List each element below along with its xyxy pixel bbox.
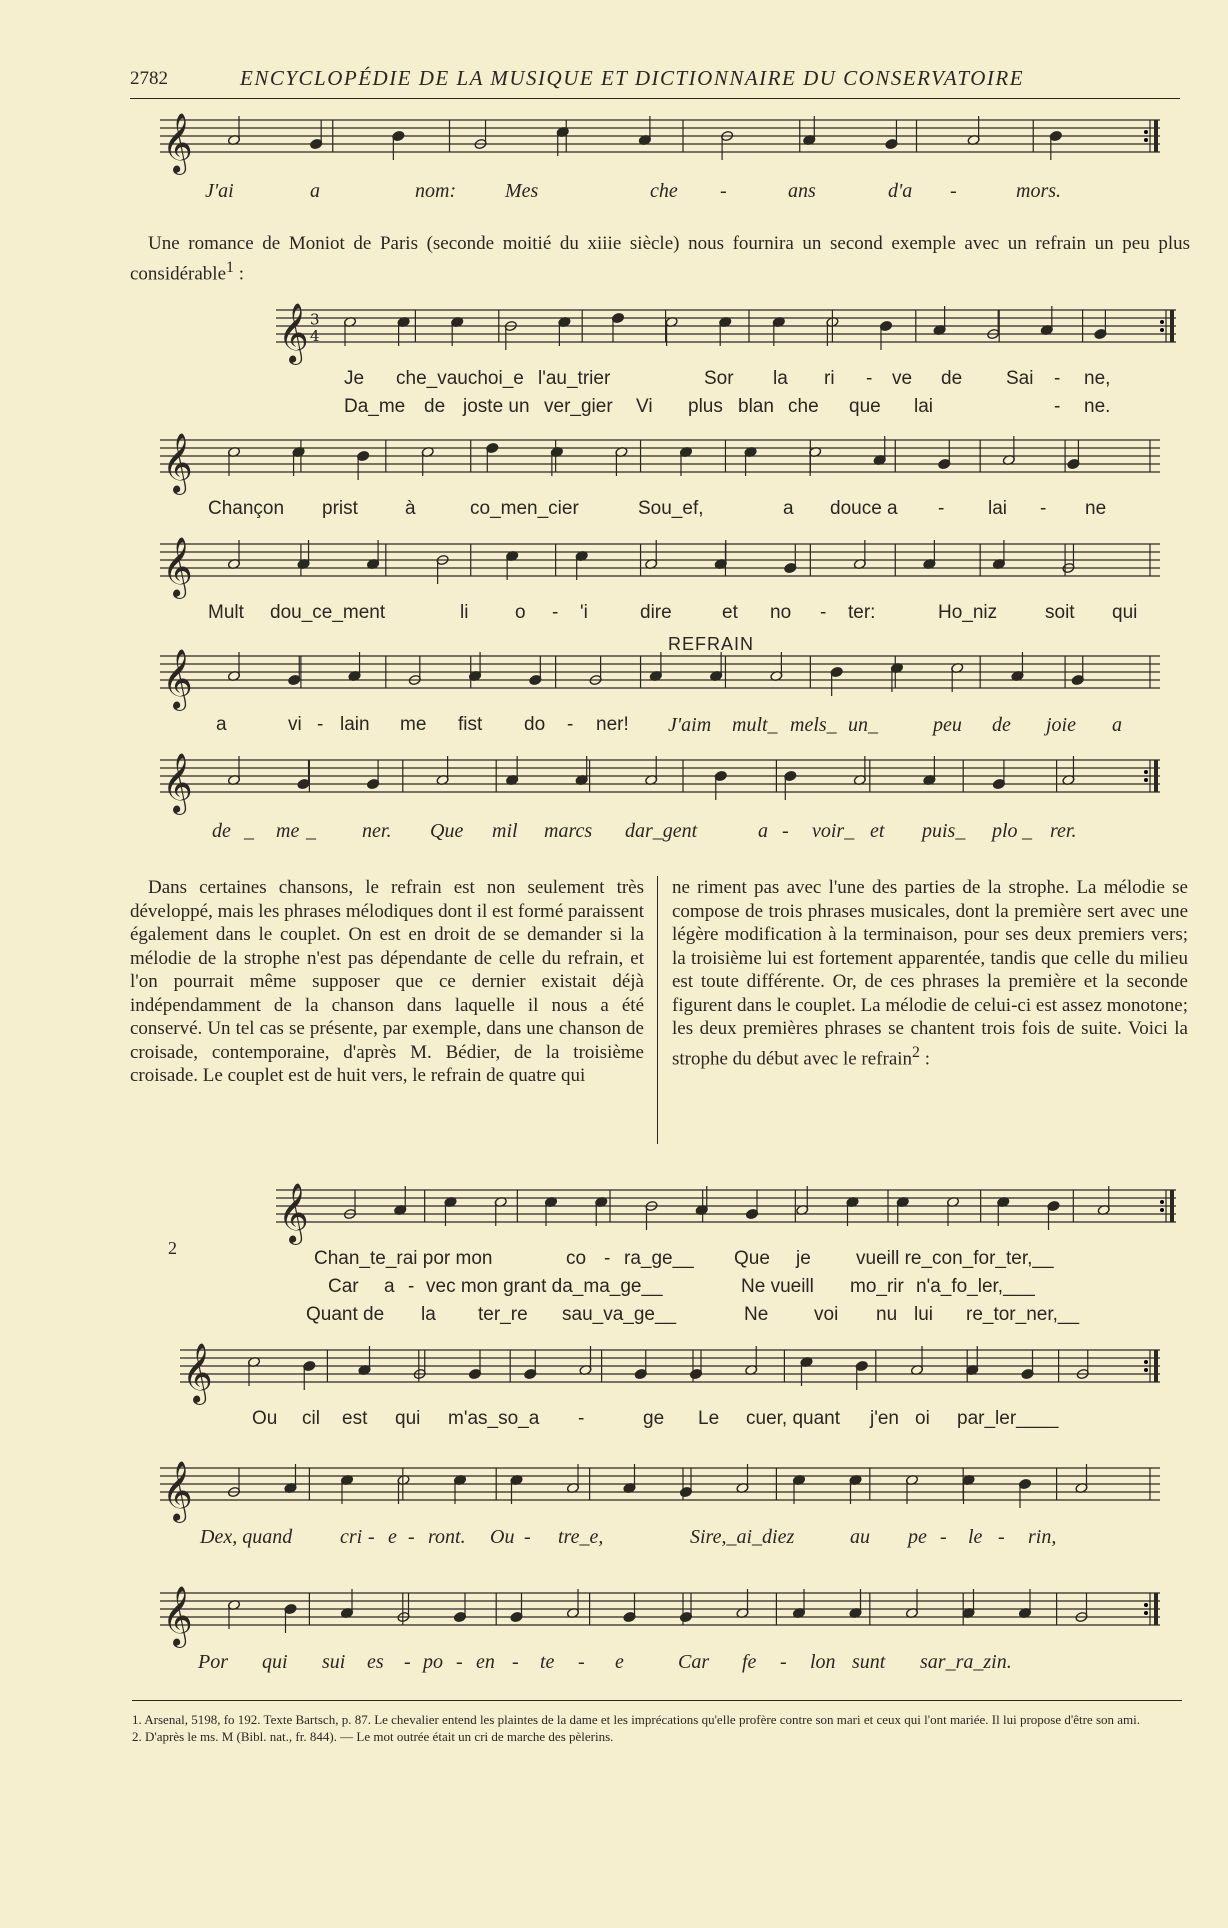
staff-system [160, 536, 1160, 596]
lyric-syllable: - [720, 180, 727, 202]
treble-clef-icon: 𝄞 [162, 433, 193, 493]
lyric-syllable: prist [322, 498, 358, 519]
lyric-syllable: Le [698, 1408, 720, 1429]
lyric-syllable: - [950, 180, 957, 202]
lyric-syllable: ne. [1084, 396, 1111, 417]
lyric-syllable: cil [302, 1408, 320, 1429]
lyric-syllable: dar_gent [625, 820, 698, 842]
repeat-dot [1144, 1603, 1148, 1607]
lyric-syllable: - [578, 1408, 585, 1429]
lyric-syllable: que [849, 396, 881, 417]
lyric-syllable: en [476, 1651, 495, 1673]
lyric-syllable: - [524, 1526, 531, 1548]
lyric-syllable: Sire,_ai_diez [690, 1526, 795, 1548]
staff-system [276, 302, 1176, 362]
lyric-syllable: - [408, 1526, 415, 1548]
lyric-syllable: et [870, 820, 885, 842]
lyric-syllable: sunt [852, 1651, 886, 1673]
lyric-syllable: Ou [490, 1526, 515, 1548]
lyric-syllable: à [405, 498, 416, 519]
lyric-syllable: ter_re [478, 1304, 528, 1325]
lyric-syllable: ne, [1084, 368, 1111, 389]
lyric-syllable: vueill re_con_for_ter,__ [856, 1248, 1054, 1269]
lyric-syllable: j'en [870, 1408, 899, 1429]
lyric-syllable: o [515, 602, 526, 623]
lyric-syllable: cri [340, 1526, 363, 1548]
lyric-syllable: douce a [830, 498, 898, 519]
lyric-syllable: - [456, 1651, 463, 1673]
lyric-syllable: ne [1085, 498, 1107, 519]
lyric-syllable: - [368, 1526, 375, 1548]
lyric-syllable: ans [788, 180, 816, 202]
running-title: ENCYCLOPÉDIE DE LA MUSIQUE ET DICTIONNAIRE DU CONSERVATOIRE [240, 66, 1025, 90]
time-signature-numerator: 3 [310, 310, 320, 329]
repeat-dot [1144, 138, 1148, 142]
lyric-syllable: che [650, 180, 678, 202]
repeat-dot [1144, 778, 1148, 782]
music-example-2-line-3 [160, 536, 1160, 626]
staff-system [276, 1182, 1176, 1242]
lyric-syllable: n'a_fo_ler,___ [916, 1276, 1035, 1297]
intro-paragraph: Une romance de Moniot de Paris (seconde moitié du xiiie siècle) nous fournira un second exemple avec un refrain un peu plus considérable$^1$ : [130, 233, 1190, 284]
lyric-syllable: es [367, 1651, 384, 1673]
lyric-syllable: - [998, 1526, 1005, 1548]
page-header [130, 62, 1180, 99]
lyric-syllable: Vi [636, 396, 653, 417]
lyric-syllable: do [524, 714, 546, 735]
lyric-syllable: fist [458, 714, 483, 735]
lyric-syllable: Ne [744, 1304, 769, 1325]
lyric-syllable: un_ [848, 714, 878, 736]
lyric-syllable: puis_ [922, 820, 966, 842]
page-number: 2782 [130, 68, 168, 89]
lyric-syllable: Ho_niz [938, 602, 998, 623]
lyric-syllable: _ [306, 820, 316, 842]
lyric-syllable: voir_ [812, 820, 855, 842]
repeat-dot [1160, 320, 1164, 324]
lyric-syllable: par_ler____ [957, 1408, 1059, 1429]
lyric-syllable: che [788, 396, 819, 417]
music-example-3-line-1 [276, 1182, 1176, 1325]
lyric-syllable: Sai [1006, 368, 1034, 389]
footnote-1: 1. Arsenal, 5198, fo 192. Texte Bartsch, p. 87. Le chevalier entend les plaintes de la dame et les imprécations qu'elle profère contre son mari et ceux qui l'ont mariée. Il lui propose d'être son ami. [132, 1712, 1141, 1727]
lyric-syllable: d'a [888, 180, 913, 202]
lyric-syllable: je [796, 1248, 811, 1269]
treble-clef-icon: 𝄞 [162, 537, 193, 597]
lyric-syllable: Que [734, 1248, 770, 1269]
lyric-syllable: Chançon [208, 498, 285, 519]
lyric-syllable: - [866, 368, 873, 389]
staff-system [180, 1342, 1160, 1402]
lyric-syllable: a [384, 1276, 395, 1297]
lyric-syllable: te [540, 1651, 555, 1673]
treble-clef-icon: 𝄞 [162, 753, 193, 813]
lyric-syllable: - [780, 1651, 787, 1673]
lyric-syllable: oi [915, 1408, 930, 1429]
repeat-dot [1144, 770, 1148, 774]
lyric-syllable: e [615, 1651, 624, 1673]
music-example-3-line-2 [180, 1342, 1160, 1432]
lyric-syllable: ra_ge__ [624, 1248, 694, 1269]
repeat-dot [1144, 1368, 1148, 1372]
lyric-syllable: _ [244, 820, 254, 842]
music-example-2-line-2 [160, 432, 1160, 522]
lyric-syllable: ront. [428, 1526, 466, 1548]
lyric-syllable: soit [1045, 602, 1075, 623]
lyric-syllable: lai [914, 396, 934, 417]
left-column-text: Dans certaines chansons, le refrain est non seulement très développé, mais les phrases mélodiques dont il est formé paraissent également dans le couplet. On est en droit de se demander si la mélodie de la strophe n'est pas dépendante de celle du refrain, et l'on pourrait même supposer que ce dernier existait déjà indépendamment de la chanson dans laquelle il nous a été conservé. Un tel cas se présente, par exemple, dans une chanson de croisade, contemporaine, d'après M. Bédier, de la troisième croisade. Le couplet est de huit vers, le refrain de quatre qui [130, 877, 644, 1086]
lyric-syllable: - [1054, 396, 1061, 417]
lyric-syllable: l'au_trier [538, 368, 611, 389]
lyric-syllable: Je [344, 368, 365, 389]
lyric-syllable: Da_me [344, 396, 406, 417]
lyric-syllable: Que [430, 820, 464, 842]
lyric-syllable: a [310, 180, 320, 202]
lyric-syllable: - [552, 602, 559, 623]
lyric-syllable: - [567, 714, 574, 735]
lyric-syllable: la [421, 1304, 436, 1325]
lyric-syllable: le [968, 1526, 983, 1548]
lyric-syllable: qui [395, 1408, 421, 1429]
right-column-text: ne riment pas avec l'une des parties de la strophe. La mélodie se compose de trois phrases musicales, dont la première sert avec une légère modification à la terminaison, pour ses deux premiers vers; la troisième lui est fortement apparentée, tandis que celle du milieu est toute différente. Or, de ces phrases la première et la seconde figurent dans le couplet. La mélodie de celui-ci est assez monotone; les deux premières phrases se chantent trois fois de suite. Voici la strophe du début avec le refrain$^2$ : [672, 877, 1188, 1069]
lyric-syllable: - [404, 1651, 411, 1673]
lyric-syllable: - [938, 498, 945, 519]
lyric-syllable: joie [1046, 714, 1076, 736]
lyric-syllable: marcs [544, 820, 593, 842]
lyric-syllable: ve [892, 368, 913, 389]
lyric-syllable: au [850, 1526, 870, 1548]
lyric-syllable: la [773, 368, 788, 389]
segment-number: 2 [168, 1238, 177, 1258]
treble-clef-icon: 𝄞 [278, 303, 309, 363]
lyric-syllable: plus [688, 396, 723, 417]
lyric-syllable: sui [322, 1651, 346, 1673]
lyric-syllable: Por [198, 1651, 228, 1673]
music-example-2-line-1 [276, 302, 1176, 422]
lyric-syllable: vi [288, 714, 302, 735]
lyric-syllable: lui [914, 1304, 934, 1325]
lyric-syllable: J'ai [205, 180, 234, 202]
lyric-syllable: 'i [580, 602, 588, 623]
lyric-syllable: - [940, 1526, 947, 1548]
refrain-label: REFRAIN [668, 634, 755, 654]
lyric-syllable: _ [1022, 820, 1032, 842]
lyric-syllable: Mes [505, 180, 539, 202]
repeat-dot [1160, 1208, 1164, 1212]
music-example-1 [160, 112, 1160, 212]
lyric-syllable: rer. [1050, 820, 1077, 842]
lyric-syllable: Quant de [306, 1304, 385, 1325]
lyric-syllable: me [276, 820, 300, 842]
lyric-syllable: che_vauchoi_e [396, 368, 524, 389]
lyric-syllable: qui [1112, 602, 1138, 623]
lyric-syllable: de [992, 714, 1011, 736]
lyric-syllable: - [782, 820, 789, 842]
treble-clef-icon: 𝄞 [162, 113, 193, 173]
lyric-syllable: Sou_ef, [638, 498, 704, 519]
lyric-syllable: - [604, 1248, 611, 1269]
repeat-dot [1160, 1200, 1164, 1204]
music-example-3-line-3 [160, 1460, 1160, 1550]
lyric-syllable: - [1054, 368, 1061, 389]
lyric-syllable: sau_va_ge__ [562, 1304, 677, 1325]
lyric-syllable: Chan_te_rai por mon [314, 1248, 493, 1269]
lyric-syllable: po [423, 1651, 443, 1673]
lyric-syllable: tre_e, [558, 1526, 604, 1548]
music-example-3-line-4 [160, 1585, 1160, 1675]
lyric-syllable: co [566, 1248, 587, 1269]
lyric-syllable: ner. [362, 820, 392, 842]
lyric-syllable: - [408, 1276, 415, 1297]
repeat-dot [1144, 1360, 1148, 1364]
lyric-syllable: rin, [1028, 1526, 1057, 1548]
lyric-syllable: mels_ [790, 714, 837, 736]
lyric-syllable: - [820, 602, 827, 623]
footnote-ref-1: 1 [226, 258, 234, 276]
lyric-syllable: Mult [208, 602, 244, 623]
treble-clef-icon: 𝄞 [162, 1586, 193, 1646]
lyric-syllable: sar_ra_zin. [920, 1651, 1012, 1673]
lyric-syllable: Ne vueill [741, 1276, 814, 1297]
lyric-syllable: mil [492, 820, 518, 842]
lyric-syllable: vec mon grant da_ma_ge__ [426, 1276, 663, 1297]
lyric-syllable: mo_rir [850, 1276, 904, 1297]
lyric-syllable: ter: [848, 602, 876, 623]
music-example-2-line-4 [160, 648, 1160, 738]
staff-system [160, 1585, 1160, 1645]
lyric-syllable: ri [824, 368, 835, 389]
footnotes [132, 1700, 1182, 1745]
lyric-syllable: ver_gier [544, 396, 613, 417]
lyric-syllable: de [941, 368, 963, 389]
time-signature-denominator: 4 [310, 327, 320, 346]
lyric-syllable: qui [262, 1651, 288, 1673]
lyric-syllable: ge [643, 1408, 665, 1429]
lyric-syllable: J'aim [668, 714, 712, 736]
lyric-syllable: lai [988, 498, 1008, 519]
lyric-syllable: a [1112, 714, 1122, 736]
music-example-2-line-5 [160, 752, 1160, 842]
staff-system [160, 648, 1160, 708]
lyric-syllable: a [783, 498, 794, 519]
treble-clef-icon: 𝄞 [162, 649, 193, 709]
lyric-syllable: mult_ [732, 714, 778, 736]
treble-clef-icon: 𝄞 [278, 1183, 309, 1243]
lyric-syllable: blan [738, 396, 774, 417]
lyric-syllable: e [388, 1526, 397, 1548]
repeat-dot [1160, 328, 1164, 332]
lyric-syllable: a [216, 714, 227, 735]
lyric-syllable: - [317, 714, 324, 735]
lyric-syllable: mors. [1016, 180, 1062, 202]
treble-clef-icon: 𝄞 [162, 1461, 193, 1521]
lyric-syllable: re_tor_ner,__ [966, 1304, 1080, 1325]
lyric-syllable: et [722, 602, 738, 623]
lyric-syllable: lon [810, 1651, 836, 1673]
lyric-syllable: - [512, 1651, 519, 1673]
column-rule [657, 876, 658, 1144]
staff-system [160, 1460, 1160, 1520]
lyric-syllable: Sor [704, 368, 734, 389]
lyric-syllable: dire [640, 602, 672, 623]
lyric-syllable: dou_ce_ment [270, 602, 386, 623]
lyric-syllable: est [342, 1408, 368, 1429]
lyric-syllable: Car [678, 1651, 710, 1673]
staff-system [160, 752, 1160, 812]
lyric-syllable: joste un [463, 396, 530, 417]
lyric-syllable: no [770, 602, 792, 623]
treble-clef-icon: 𝄞 [182, 1343, 213, 1403]
lyric-syllable: lain [340, 714, 370, 735]
lyric-syllable: co_men_cier [470, 498, 579, 519]
lyric-syllable: fe [742, 1651, 757, 1673]
staff-system [160, 112, 1160, 172]
lyric-syllable: pe [908, 1526, 927, 1548]
lyric-syllable: voi [814, 1304, 839, 1325]
lyric-syllable: Dex, quand [200, 1526, 293, 1548]
lyric-syllable: li [460, 602, 469, 623]
footnote-ref-2: 2 [912, 1043, 920, 1061]
lyric-syllable: a [758, 820, 768, 842]
lyric-syllable: ner! [596, 714, 629, 735]
repeat-dot [1144, 130, 1148, 134]
lyric-syllable: cuer, quant [746, 1408, 841, 1429]
lyric-syllable: - [578, 1651, 585, 1673]
lyric-syllable: m'as_so_a [448, 1408, 540, 1429]
lyric-syllable: nu [876, 1304, 898, 1325]
staff-system [160, 432, 1160, 492]
lyric-syllable: de [212, 820, 231, 842]
lyric-syllable: Ou [252, 1408, 278, 1429]
lyric-syllable: peu [933, 714, 962, 736]
repeat-dot [1144, 1611, 1148, 1615]
lyric-syllable: nom: [415, 180, 457, 202]
lyric-syllable: plo [992, 820, 1018, 842]
lyric-syllable: - [1040, 498, 1047, 519]
lyric-syllable: Car [328, 1276, 359, 1297]
footnote-2: 2. D'après le ms. M (Bibl. nat., fr. 844). — Le mot outrée était un cri de marche des pèlerins. [132, 1729, 614, 1744]
lyric-syllable: de [424, 396, 446, 417]
lyric-syllable: me [400, 714, 427, 735]
